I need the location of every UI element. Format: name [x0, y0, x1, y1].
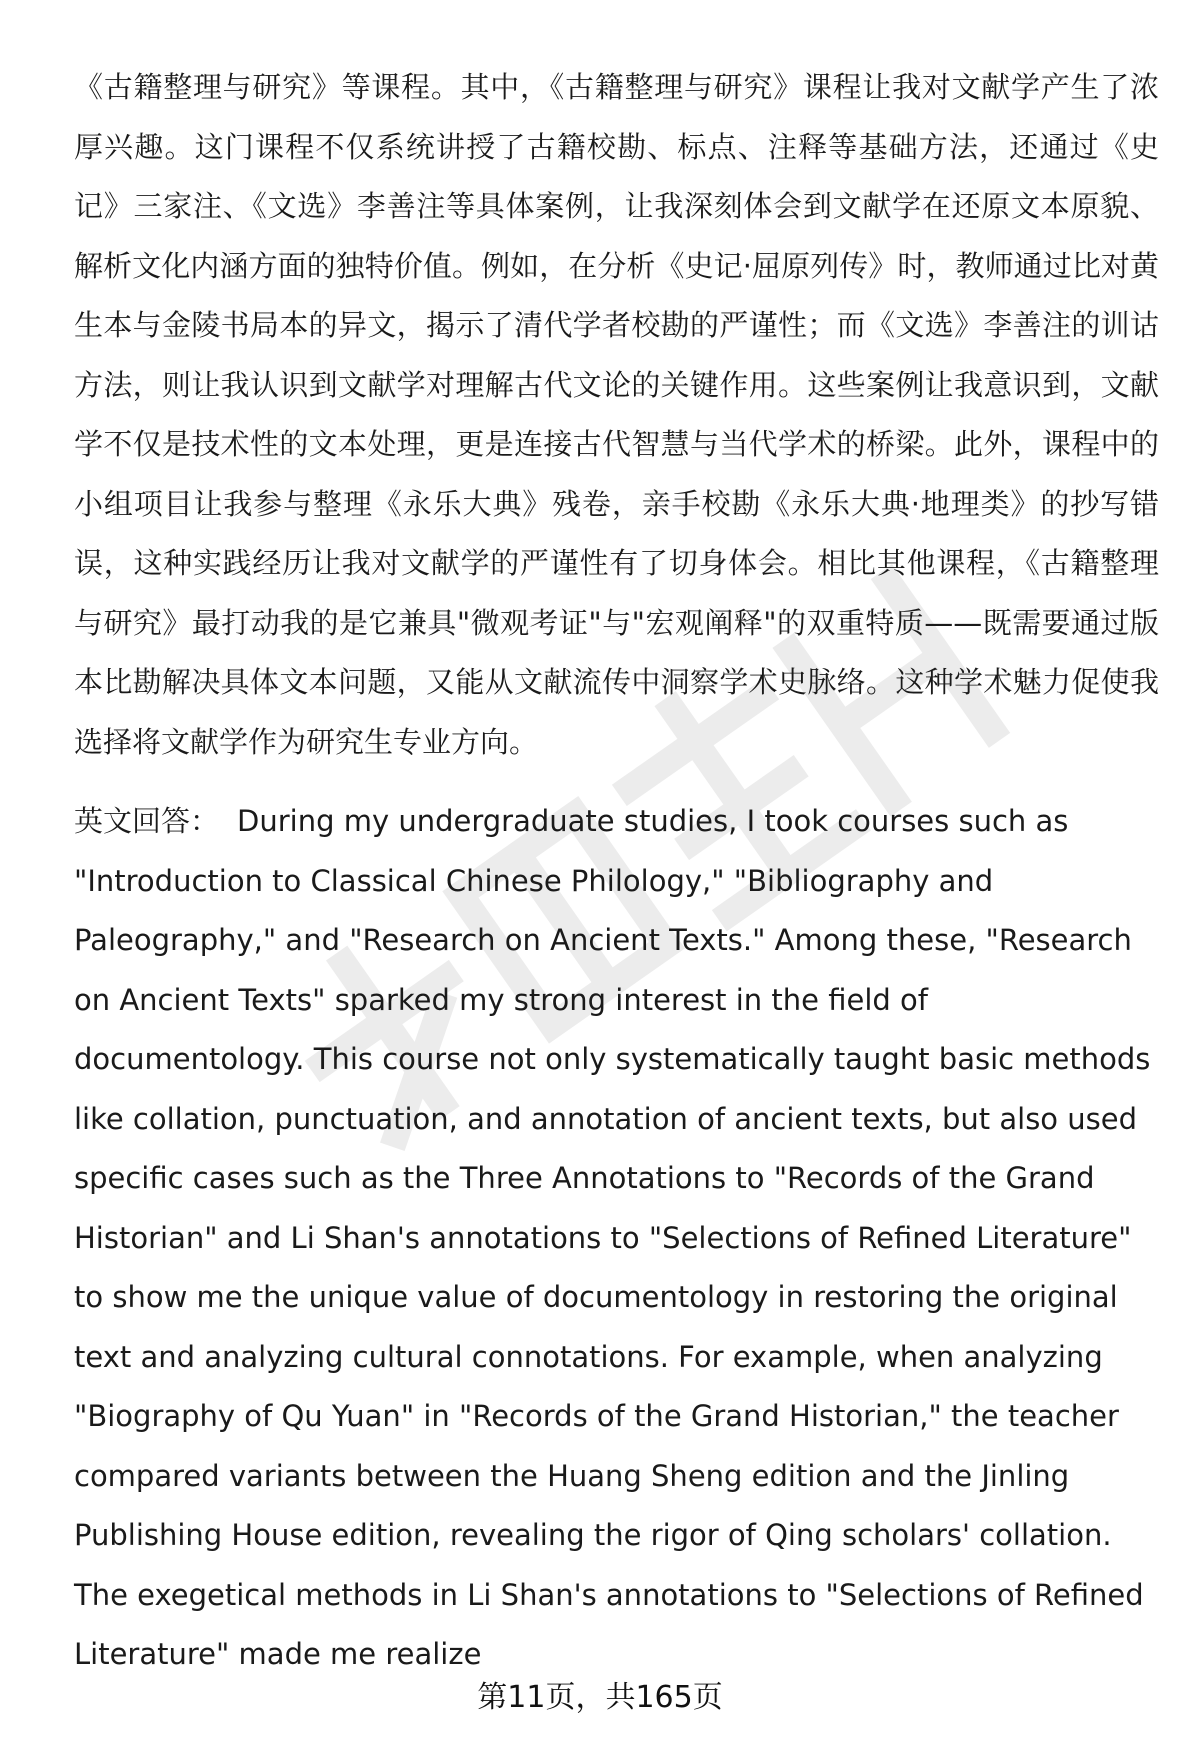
- chinese-answer-paragraph: 《古籍整理与研究》等课程。其中，《古籍整理与研究》课程让我对文献学产生了浓厚兴趣。这门课程不仅系统讲授了古籍校勘、标点、注释等基础方法，还通过《史记》三家注、《文选》李善注等具体案例，让我深刻体会到文献学在还原文本原貌、解析文化内涵方面的独特价值。例如，在分析《史记·屈原列传》时，教师通过比对黄生本与金陵书局本的异文，揭示了清代学者校勘的严谨性；而《文选》李善注的训诂方法，则让我认识到文献学对理解古代文论的关键作用。这些案例让我意识到，文献学不仅是技术性的文本处理，更是连接古代智慧与当代学术的桥梁。此外，课程中的小组项目让我参与整理《永乐大典》残卷，亲手校勘《永乐大典·地理类》的抄写错误，这种实践经历让我对文献学的严谨性有了切身体会。相比其他课程，《古籍整理与研究》最打动我的是它兼具"微观考证"与"宏观阐释"的双重特质——既需要通过版本比勘解决具体文本问题，又能从文献流传中洞察学术史脉络。这种学术魅力促使我选择将文献学作为研究生专业方向。: [74, 70, 1159, 759]
- english-answer-paragraph: [74, 792, 1159, 1685]
- page-number: 第11页，共165页: [477, 1680, 723, 1715]
- page-footer: [0, 1672, 1200, 1716]
- english-answer-text: During my undergraduate studies, I took courses such as "Introduction to Classical Chinese Philology," "Bibliography and Paleography," and "Research on Ancient Texts." Among these, "Research on Ancient Texts" sparked my strong interest in the field of documentology. This course not only systematically taught basic methods like collation, punctuation, and annotation of ancient texts, but also used specific cases such as the Three Annotations to "Records of the Grand Historian" and Li Shan's annotations to "Selections of Refined Literature" to show me the unique value of documentology in restoring the original text and analyzing cultural connotations. For example, when analyzing "Biography of Qu Yuan" in "Records of the Grand Historian," the teacher compared variants between the Huang Sheng edition and the Jinling Publishing House edition, revealing the rigor of Qing scholars' collation. The exegetical methods in Li Shan's annotations to "Selections of Refined Literature" made me realize: [74, 804, 1151, 1671]
- english-answer-label: 英文回答：: [74, 804, 220, 838]
- main-content: [74, 58, 1159, 1685]
